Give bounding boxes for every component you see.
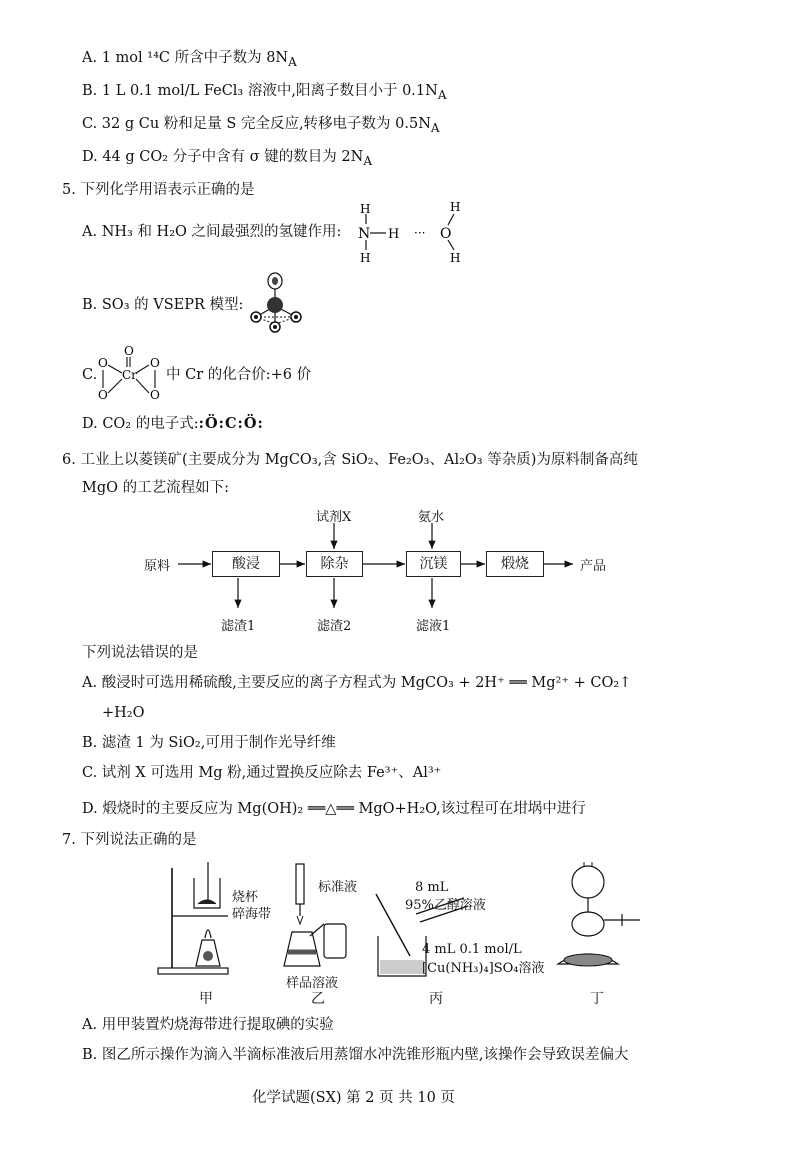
flow-filtrate-1: 滤液1 — [416, 619, 451, 634]
q6-stem-line2: MgO 的工艺流程如下: — [82, 480, 230, 496]
q6-option-c: C. 试剂 X 可选用 Mg 粉,通过置换反应除去 Fe³⁺、Al³⁺ — [82, 765, 442, 781]
flow-step-acid-leach: 酸浸 — [212, 551, 280, 577]
svg-text:N: N — [358, 226, 371, 242]
svg-text:H: H — [388, 227, 400, 242]
svg-text:O: O — [98, 356, 108, 370]
flow-residue-2: 滤渣2 — [317, 619, 352, 634]
svg-text:O: O — [150, 356, 160, 370]
q4-option-c: C. 32 g Cu 粉和足量 S 完全反应,转移电子数为 $0.5N_A$ — [82, 116, 440, 135]
bing-label-ethanol: 95%乙醇溶液 — [405, 898, 486, 913]
flow-step-mg-precipitation: 沉镁 — [406, 551, 461, 577]
svg-text:O: O — [124, 344, 134, 358]
apparatus-ding-figure — [548, 858, 648, 978]
q6-stem-line1: 6. 工业上以菱镁矿(主要成分为 MgCO₃,含 SiO₂、Fe₂O₃、Al₂O₃ 等杂质)为原料制备高纯 — [62, 452, 638, 468]
svg-text:O: O — [440, 226, 452, 242]
bing-label-solution: [Cu(NH₃)₄]SO₄溶液 — [422, 961, 545, 976]
fig-label-bing: 丙 — [429, 991, 443, 1007]
svg-text:O: O — [150, 388, 160, 402]
flow-step-calcination: 煅烧 — [486, 551, 544, 577]
svg-text:H: H — [360, 251, 371, 265]
flow-step-impurity-removal: 除杂 — [306, 551, 363, 577]
svg-text:H: H — [450, 251, 461, 265]
yi-label-sample: 样品溶液 — [286, 976, 339, 991]
flow-input: 原料 — [144, 559, 171, 574]
fig-label-yi: 乙 — [311, 991, 325, 1007]
jia-label-seaweed: 碎海带 — [232, 907, 272, 922]
fig-label-jia: 甲 — [199, 991, 213, 1007]
q5-option-c-text: 中 Cr 的化合价:+6 价 — [166, 367, 312, 383]
flow-output: 产品 — [580, 559, 607, 574]
q6-option-b: B. 滤渣 1 为 SiO₂,可用于制作光导纤维 — [82, 735, 336, 751]
q5-option-c-prefix: C. — [82, 367, 98, 383]
bing-label-conc: 4 mL 0.1 mol/L — [422, 942, 522, 957]
flow-ammonia: 氨水 — [418, 510, 445, 525]
q6-ask: 下列说法错误的是 — [82, 645, 198, 661]
flow-reagent-x: 试剂X — [316, 510, 352, 525]
flow-residue-1: 滤渣1 — [221, 619, 256, 634]
svg-text:···: ··· — [414, 226, 426, 240]
q7-option-a: A. 用甲装置灼烧海带进行提取碘的实验 — [82, 1017, 334, 1033]
fig-label-ding: 丁 — [590, 991, 604, 1007]
q5-option-a: A. NH₃ 和 H₂O 之间最强烈的氢键作用: — [82, 224, 342, 240]
q5-stem: 5. 下列化学用语表示正确的是 — [62, 182, 255, 198]
q5-option-d: D. CO₂ 的电子式::Ö:C:Ö: — [82, 415, 264, 432]
q4-option-d: D. 44 g CO₂ 分子中含有 σ 键的数目为 $2N_A$ — [82, 149, 372, 168]
page-footer: 化学试题(SX) 第 2 页 共 10 页 — [252, 1090, 455, 1106]
svg-text:H: H — [450, 200, 461, 214]
svg-text:H: H — [360, 202, 371, 216]
jia-label-beaker: 烧杯 — [232, 890, 259, 905]
q5-option-b: B. SO₃ 的 VSEPR 模型: — [82, 297, 244, 313]
q6-option-d: D. 煅烧时的主要反应为 Mg(OH)₂ ══△══ MgO+H₂O,该过程可在坩埚中进行 — [82, 801, 586, 817]
q7-stem: 7. 下列说法正确的是 — [62, 832, 197, 848]
q4-option-b: B. 1 L 0.1 mol/L FeCl₃ 溶液中,阳离子数目小于 $0.1N_A$ — [82, 83, 447, 102]
q7-option-b: B. 图乙所示操作为滴入半滴标准液后用蒸馏水冲洗锥形瓶内壁,该操作会导致误差偏大 — [82, 1047, 629, 1063]
bing-label-volume: 8 mL — [415, 880, 449, 895]
q6-option-a: A. 酸浸时可选用稀硫酸,主要反应的离子方程式为 MgCO₃ + 2H⁺ ══ Mg²⁺ + CO₂↑ — [82, 675, 632, 691]
svg-text:O: O — [98, 388, 108, 402]
q6-option-a-cont: +H₂O — [102, 705, 145, 721]
q4-option-a: A. 1 mol ¹⁴C 所含中子数为 $8N_A$ — [82, 50, 297, 69]
svg-text:Cr: Cr — [122, 368, 137, 382]
yi-label-standard: 标准液 — [318, 880, 358, 895]
